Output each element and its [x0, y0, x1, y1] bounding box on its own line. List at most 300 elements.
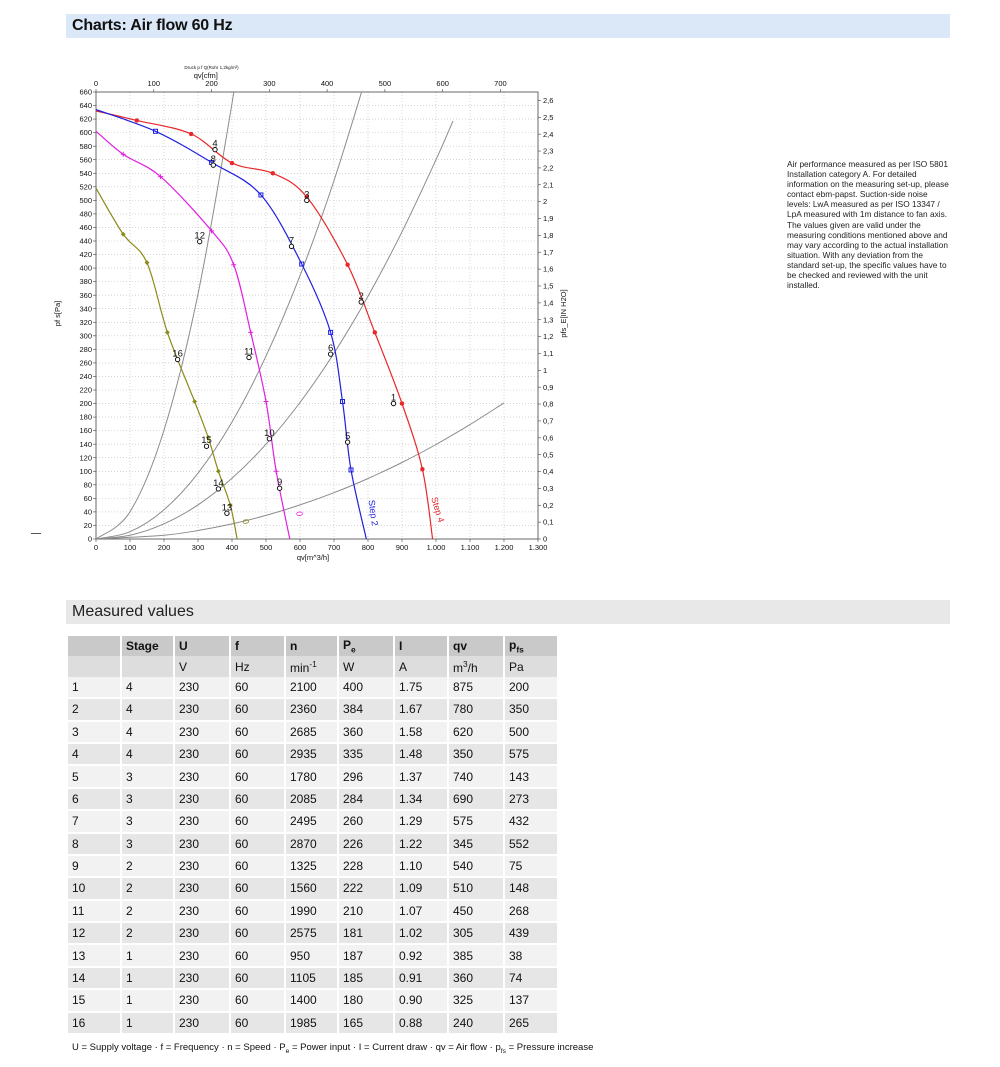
y-tick-label: 160	[79, 426, 92, 436]
x2-tick-label: 300	[263, 79, 276, 88]
table-header-cell	[68, 636, 120, 656]
table-row	[68, 878, 557, 900]
table-cell: 1400	[286, 990, 337, 1012]
series-label: 0	[240, 518, 252, 525]
y-tick-label: 660	[79, 87, 92, 97]
table-cell: 13	[68, 945, 120, 967]
table-cell: 185	[339, 968, 393, 990]
table-cell: 228	[339, 856, 393, 878]
y-tick-label: 480	[79, 209, 92, 219]
table-cell: 12	[68, 923, 120, 945]
table-cell: 230	[175, 878, 229, 900]
table-cell: 137	[505, 990, 557, 1012]
operating-point-label: 10	[264, 427, 275, 439]
table-header-cell: I	[395, 636, 447, 656]
table-cell: 500	[505, 722, 557, 744]
table-cell: 230	[175, 811, 229, 833]
table-cell: 60	[231, 945, 284, 967]
table-cell: 60	[231, 923, 284, 945]
table-cell: 2085	[286, 789, 337, 811]
table-cell: 1780	[286, 766, 337, 788]
x2-tick-label: 700	[494, 79, 507, 88]
table-cell: 2	[122, 923, 173, 945]
table-cell: 230	[175, 744, 229, 766]
table-cell: 60	[231, 856, 284, 878]
table-row	[68, 945, 557, 967]
y2-tick-label: 1,8	[543, 230, 554, 240]
y-tick-label: 440	[79, 236, 92, 246]
table-row	[68, 811, 557, 833]
y2-tick-label: 1,7	[543, 247, 554, 257]
table-cell: 439	[505, 923, 557, 945]
table-cell: 575	[449, 811, 503, 833]
y2-tick-label: 2	[543, 197, 548, 207]
table-cell: 4	[122, 744, 173, 766]
operating-point-label: 13	[221, 502, 233, 514]
table-cell: 1	[68, 677, 120, 699]
y2-tick-label: 2,3	[543, 146, 554, 156]
table-cell: 60	[231, 901, 284, 923]
x-tick-label: 1.100	[460, 543, 480, 552]
table-cell: 226	[339, 834, 393, 856]
table-unit-cell: Pa	[505, 656, 557, 676]
table-cell: 2575	[286, 923, 337, 945]
table-cell: 296	[339, 766, 393, 788]
table-row	[68, 968, 557, 990]
table-cell: 222	[339, 878, 393, 900]
y2-tick-label: 0,8	[543, 399, 554, 409]
data-point	[165, 330, 170, 335]
table-cell: 230	[175, 789, 229, 811]
table-cell: 60	[231, 990, 284, 1012]
table-cell: 200	[505, 677, 557, 699]
table-cell: 0.90	[395, 990, 447, 1012]
y-tick-label: 20	[83, 521, 92, 531]
y2-tick-label: 0,7	[543, 416, 554, 426]
table-cell: 75	[505, 856, 557, 878]
data-point	[420, 467, 424, 471]
y-tick-label: 280	[79, 344, 92, 354]
table-cell: 3	[68, 722, 120, 744]
air-flow-chart	[40, 56, 600, 571]
table-cell: 14	[68, 968, 120, 990]
x-tick-label: 600	[293, 543, 307, 552]
table-cell: 450	[449, 901, 503, 923]
table-cell: 552	[505, 834, 557, 856]
y-tick-label: 340	[79, 304, 92, 314]
x-axis-title: qv[m^3/h]	[296, 553, 330, 562]
table-cell: 3	[122, 789, 173, 811]
x-tick-label: 200	[157, 543, 171, 552]
operating-point-label: 3	[304, 189, 310, 201]
y-tick-label: 40	[83, 507, 92, 517]
table-cell: 1	[122, 990, 173, 1012]
table-cell: 60	[231, 677, 284, 699]
stray-dash	[31, 533, 41, 534]
y-tick-label: 500	[79, 195, 92, 205]
table-cell: 1.29	[395, 811, 447, 833]
table-cell: 230	[175, 677, 229, 699]
y-tick-label: 200	[79, 399, 92, 409]
y2-tick-label: 2,5	[543, 112, 554, 122]
charts-title: Charts: Air flow 60 Hz	[72, 17, 233, 34]
y2-tick-label: 1,3	[543, 315, 554, 325]
table-cell: 260	[339, 811, 393, 833]
table-cell: 268	[505, 901, 557, 923]
table-cell: 230	[175, 945, 229, 967]
y-tick-label: 220	[79, 385, 92, 395]
table-cell: 181	[339, 923, 393, 945]
data-point	[135, 118, 139, 122]
table-cell: 210	[339, 901, 393, 923]
table-cell: 60	[231, 811, 284, 833]
table-cell: 143	[505, 766, 557, 788]
table-cell: 1325	[286, 856, 337, 878]
y-tick-label: 540	[79, 168, 92, 178]
chart-title: Druck p f Q(Rohr 1,2kg/m³)	[184, 65, 239, 70]
table-header-cell: U	[175, 636, 229, 656]
table-cell: 690	[449, 789, 503, 811]
measurement-note: Air performance measured as per ISO 5801 Installation category A. For detailed information on the measuring set-up, please contact ebm-papst. Suction-side noise levels: LwA measured as per ISO 13347 / LpA measured with 1m distance to fan axis. The values given are valid under the measuring conditions mentioned above and may vary according to the actual installation situation. With any deviation from the standard set-up, the specific values have to be checked and reviewed with the unit installed.	[787, 159, 949, 291]
y-tick-label: 420	[79, 250, 92, 260]
table-cell: 780	[449, 699, 503, 721]
operating-point-label: 5	[344, 431, 351, 443]
table-unit-cell: A	[395, 656, 447, 676]
table-cell: 2360	[286, 699, 337, 721]
table-cell: 360	[339, 722, 393, 744]
operating-point-label: 11	[244, 346, 254, 358]
table-cell: 11	[68, 901, 120, 923]
y2-tick-label: 2,1	[543, 180, 554, 190]
x2-tick-label: 100	[147, 79, 161, 88]
table-cell: 2	[122, 901, 173, 923]
y2-tick-label: 2,6	[543, 96, 554, 106]
table-cell: 15	[68, 990, 120, 1012]
table-cell: 148	[505, 878, 557, 900]
operating-point-label: 9	[276, 477, 283, 489]
table-cell: 1.02	[395, 923, 447, 945]
table-cell: 1.48	[395, 744, 447, 766]
y-tick-label: 140	[79, 439, 92, 449]
measured-section-header	[66, 600, 950, 624]
table-cell: 740	[449, 766, 503, 788]
table-cell: 187	[339, 945, 393, 967]
x-tick-label: 900	[395, 543, 409, 552]
table-cell: 60	[231, 968, 284, 990]
y-tick-label: 580	[79, 141, 92, 151]
data-point	[192, 399, 197, 404]
table-cell: 2	[122, 856, 173, 878]
y-tick-label: 460	[79, 223, 92, 233]
y2-tick-label: 1,6	[543, 264, 554, 274]
x2-tick-label: 400	[320, 79, 334, 88]
y-tick-label: 360	[79, 290, 92, 300]
table-cell: 1.37	[395, 766, 447, 788]
table-row	[68, 766, 557, 788]
y2-tick-label: 1,5	[543, 281, 554, 291]
table-unit-cell: Hz	[231, 656, 284, 676]
table-cell: 1990	[286, 901, 337, 923]
y2-tick-label: 0,9	[543, 382, 554, 392]
table-cell: 60	[231, 699, 284, 721]
table-cell: 1.67	[395, 699, 447, 721]
table-cell: 2	[122, 878, 173, 900]
operating-point-label: 12	[194, 230, 205, 242]
x-tick-label: 1.000	[426, 543, 446, 552]
operating-point-label: 8	[210, 154, 216, 166]
y-tick-label: 400	[79, 263, 92, 273]
y-tick-label: 80	[83, 480, 92, 490]
table-cell: 620	[449, 722, 503, 744]
y-tick-label: 620	[79, 114, 92, 124]
operating-point-label: 1	[390, 392, 397, 404]
y2-tick-label: 2,4	[543, 129, 554, 139]
table-row	[68, 834, 557, 856]
table-cell: 2100	[286, 677, 337, 699]
series-line	[96, 111, 433, 539]
table-cell: 265	[505, 1013, 557, 1035]
data-point	[248, 330, 253, 335]
y-tick-label: 600	[79, 128, 92, 138]
series-line	[96, 110, 366, 539]
table-cell: 273	[505, 789, 557, 811]
table-cell: 1.09	[395, 878, 447, 900]
series-label: Step 2	[366, 499, 381, 527]
table-header-cell: Stage	[122, 636, 173, 656]
table-cell: 10	[68, 878, 120, 900]
table-cell: 2495	[286, 811, 337, 833]
table-cell: 240	[449, 1013, 503, 1035]
table-cell: 2935	[286, 744, 337, 766]
table-header-cell: n	[286, 636, 337, 656]
data-point	[189, 132, 193, 136]
table-cell: 950	[286, 945, 337, 967]
table-cell: 38	[505, 945, 557, 967]
table-cell: 384	[339, 699, 393, 721]
measured-values-table	[66, 636, 559, 1035]
y-tick-label: 520	[79, 182, 92, 192]
table-cell: 4	[68, 744, 120, 766]
table-cell: 305	[449, 923, 503, 945]
y2-tick-label: 0,4	[543, 467, 554, 477]
table-cell: 2870	[286, 834, 337, 856]
y-tick-label: 260	[79, 358, 92, 368]
table-cell: 4	[122, 699, 173, 721]
y-tick-label: 120	[79, 453, 92, 463]
legend-footer: U = Supply voltage · f = Frequency · n = Speed · $P_e$ = Power input · I = Current draw · qv = Air flow · $p_{fs}$ = Pressure increase	[72, 1042, 594, 1055]
table-cell: 3	[122, 811, 173, 833]
table-row	[68, 990, 557, 1012]
table-cell: 284	[339, 789, 393, 811]
table-cell: 60	[231, 722, 284, 744]
y-tick-label: 380	[79, 277, 92, 287]
table-cell: 1.58	[395, 722, 447, 744]
y2-tick-label: 0,1	[543, 517, 554, 527]
y2-axis-title: pfs_E[IN H2O]	[559, 289, 568, 338]
table-cell: 335	[339, 744, 393, 766]
x-tick-label: 100	[123, 543, 137, 552]
table-cell: 230	[175, 766, 229, 788]
y-tick-label: 0	[87, 534, 92, 544]
operating-point-label: 15	[201, 435, 212, 447]
y2-tick-label: 1,9	[543, 214, 554, 224]
table-cell: 74	[505, 968, 557, 990]
table-cell: 230	[175, 990, 229, 1012]
table-cell: 230	[175, 699, 229, 721]
table-cell: 350	[505, 699, 557, 721]
data-point	[230, 161, 234, 165]
table-cell: 230	[175, 834, 229, 856]
table-row	[68, 856, 557, 878]
table-unit-cell: $\min^{-1}$	[286, 656, 337, 676]
x2-tick-label: 0	[93, 79, 99, 88]
table-unit-cell: V	[175, 656, 229, 676]
table-cell: 540	[449, 856, 503, 878]
x-tick-label: 1.300	[528, 543, 548, 552]
measured-title: Measured values	[72, 603, 194, 620]
table-row	[68, 722, 557, 744]
table-cell: 8	[68, 834, 120, 856]
table-cell: 510	[449, 878, 503, 900]
table-cell: 165	[339, 1013, 393, 1035]
y2-tick-label: 1,2	[543, 332, 554, 342]
table-body	[68, 677, 557, 1035]
table-header-cell: $P_e$	[339, 636, 393, 656]
operating-point-label: 6	[327, 343, 334, 355]
table-cell: 60	[231, 1013, 284, 1035]
charts-section-header	[66, 14, 950, 38]
y-tick-label: 560	[79, 155, 92, 165]
system-curve	[93, 71, 368, 539]
table-cell: 0.92	[395, 945, 447, 967]
table-cell: 2685	[286, 722, 337, 744]
x-tick-label: 0	[93, 543, 99, 552]
y-axis-title: pf s[Pa]	[53, 300, 62, 327]
x2-axis-title: qv[cfm]	[193, 71, 218, 80]
table-cell: 3	[122, 766, 173, 788]
y-tick-label: 300	[79, 331, 92, 341]
table-cell: 875	[449, 677, 503, 699]
x-tick-label: 400	[225, 543, 239, 552]
table-cell: 60	[231, 878, 284, 900]
table-cell: 5	[68, 766, 120, 788]
table-cell: 360	[449, 968, 503, 990]
table-cell: 230	[175, 901, 229, 923]
table-cell: 1.34	[395, 789, 447, 811]
table-row	[68, 677, 557, 699]
data-point	[346, 263, 350, 267]
table-cell: 1.75	[395, 677, 447, 699]
y-tick-label: 180	[79, 412, 92, 422]
table-cell: 60	[231, 834, 284, 856]
table-cell: 0.91	[395, 968, 447, 990]
x2-tick-label: 200	[205, 79, 218, 88]
table-cell: 230	[175, 968, 229, 990]
operating-point-label: 4	[212, 138, 218, 150]
y2-tick-label: 2,2	[543, 163, 554, 173]
table-unit-cell	[122, 656, 173, 676]
table-cell: 1.10	[395, 856, 447, 878]
table-cell: 230	[175, 722, 229, 744]
table-row	[68, 744, 557, 766]
data-point	[216, 469, 221, 474]
table-cell: 4	[122, 722, 173, 744]
y2-tick-label: 0,6	[543, 433, 554, 443]
table-cell: 385	[449, 945, 503, 967]
y2-tick-label: 0,5	[543, 450, 554, 460]
table-cell: 1105	[286, 968, 337, 990]
table-header-cell: f	[231, 636, 284, 656]
x-tick-label: 700	[327, 543, 341, 552]
table-row	[68, 1013, 557, 1035]
table-cell: 230	[175, 856, 229, 878]
table-cell: 230	[175, 1013, 229, 1035]
table-cell: 400	[339, 677, 393, 699]
table-cell: 1	[122, 968, 173, 990]
table-row	[68, 699, 557, 721]
x2-tick-label: 600	[436, 79, 449, 88]
table-cell: 1	[122, 1013, 173, 1035]
table-unit-row	[68, 656, 557, 676]
series-label: Step 4	[429, 495, 447, 524]
table-cell: 575	[505, 744, 557, 766]
y2-tick-label: 0	[543, 534, 548, 544]
data-point	[373, 330, 377, 334]
table-cell: 345	[449, 834, 503, 856]
table-row	[68, 923, 557, 945]
y2-tick-label: 0,3	[543, 483, 554, 493]
y-tick-label: 320	[79, 317, 92, 327]
data-point	[145, 260, 150, 265]
table-cell: 325	[449, 990, 503, 1012]
table-cell: 230	[175, 923, 229, 945]
x2-tick-label: 500	[378, 79, 392, 88]
table-cell: 60	[231, 744, 284, 766]
table-cell: 6	[68, 789, 120, 811]
table-row	[68, 901, 557, 923]
y-tick-label: 640	[79, 101, 92, 111]
operating-point-label: 7	[288, 235, 295, 247]
table-cell: 1985	[286, 1013, 337, 1035]
x-tick-label: 300	[191, 543, 205, 552]
data-point	[274, 469, 279, 474]
table-cell: 1	[122, 945, 173, 967]
table-header-cell: qv	[449, 636, 503, 656]
table-unit-cell	[68, 656, 120, 676]
table-cell: 7	[68, 811, 120, 833]
table-cell: 1560	[286, 878, 337, 900]
table-cell: 432	[505, 811, 557, 833]
table-cell: 0.88	[395, 1013, 447, 1035]
table-cell: 16	[68, 1013, 120, 1035]
table-cell: 1.22	[395, 834, 447, 856]
operating-point-label: 14	[213, 477, 224, 489]
y-tick-label: 60	[83, 493, 92, 503]
table-cell: 60	[231, 766, 284, 788]
table-cell: 350	[449, 744, 503, 766]
y2-tick-label: 0,2	[543, 500, 554, 510]
table-cell: 9	[68, 856, 120, 878]
data-point	[271, 171, 275, 175]
y2-tick-label: 1,1	[543, 349, 554, 359]
y2-tick-label: 1	[543, 365, 548, 375]
table-row	[68, 789, 557, 811]
series-label: 0	[294, 510, 305, 517]
table-header-row	[68, 636, 557, 656]
table-header-cell: $p_{fs}$	[505, 636, 557, 656]
table-unit-cell: W	[339, 656, 393, 676]
x-tick-label: 800	[361, 543, 375, 552]
